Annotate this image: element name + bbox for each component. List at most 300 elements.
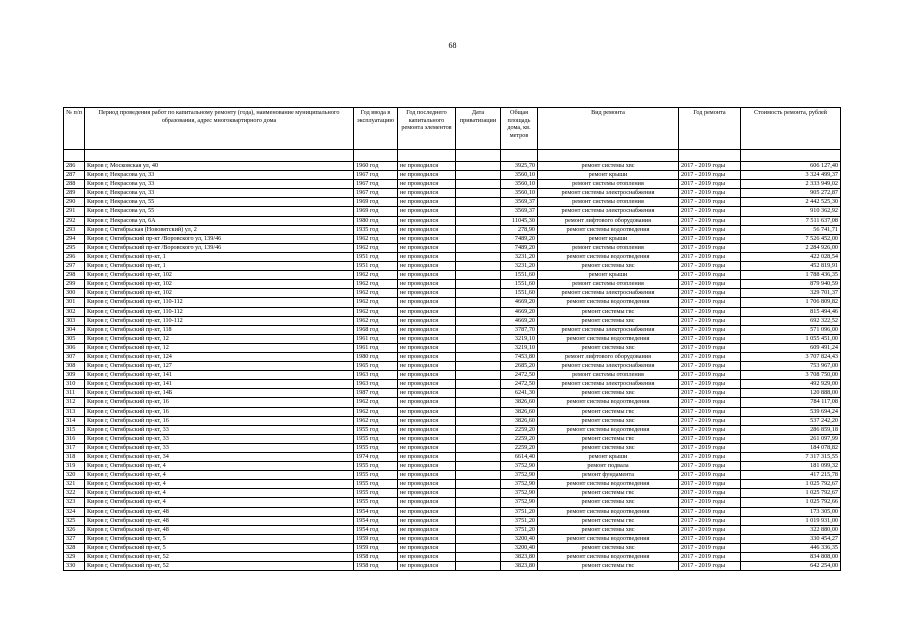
row-cost: 2 284 926,00	[741, 243, 841, 252]
row-repair-year: 2017 - 2019 годы	[679, 280, 741, 289]
row-last-repair: не проводился	[398, 243, 456, 252]
row-address: Киров г, Октябрьский пр-кт, 4	[85, 480, 354, 489]
row-cost: 571 096,00	[741, 325, 841, 334]
row-cost: 322 880,00	[741, 525, 841, 534]
row-work-type: ремонт системы хвс	[538, 543, 679, 552]
row-num: 328	[64, 543, 85, 552]
row-cost: 1 025 792,66	[741, 498, 841, 507]
row-area: 3200,40	[501, 543, 538, 552]
row-year-commission: 1967 год	[354, 171, 398, 180]
row-privatization	[456, 243, 501, 252]
row-address: Киров г, Некрасова ул, 33	[85, 171, 354, 180]
row-num: 304	[64, 325, 85, 334]
row-year-commission: 1968 год	[354, 325, 398, 334]
row-num: 329	[64, 553, 85, 562]
row-last-repair: не проводился	[398, 543, 456, 552]
row-num: 294	[64, 234, 85, 243]
table-row	[64, 507, 841, 516]
row-address: Киров г, Октябрьский пр-кт, 4	[85, 462, 354, 471]
row-repair-year: 2017 - 2019 годы	[679, 316, 741, 325]
row-area: 3560,10	[501, 189, 538, 198]
row-last-repair: не проводился	[398, 434, 456, 443]
row-cost: 1 055 451,00	[741, 334, 841, 343]
header-spacer-row	[64, 150, 841, 162]
table-row	[64, 498, 841, 507]
table-body	[64, 150, 841, 571]
header-area: Общая площадь дома, кв. метров	[501, 108, 538, 150]
row-area: 6241,30	[501, 389, 538, 398]
row-cost: 784 117,08	[741, 398, 841, 407]
row-repair-year: 2017 - 2019 годы	[679, 434, 741, 443]
row-num: 290	[64, 198, 85, 207]
row-privatization	[456, 534, 501, 543]
row-repair-year: 2017 - 2019 годы	[679, 198, 741, 207]
row-cost: 330 454,27	[741, 534, 841, 543]
row-cost: 642 254,00	[741, 562, 841, 571]
row-repair-year: 2017 - 2019 годы	[679, 243, 741, 252]
row-cost: 910 362,92	[741, 207, 841, 216]
row-repair-year: 2017 - 2019 годы	[679, 362, 741, 371]
row-year-commission: 1967 год	[354, 180, 398, 189]
table-row	[64, 225, 841, 234]
row-address: Киров г, Октябрьский пр-кт, 16	[85, 416, 354, 425]
repair-program-table	[63, 107, 841, 571]
row-area: 3560,10	[501, 180, 538, 189]
row-area: 3751,20	[501, 507, 538, 516]
table-row	[64, 434, 841, 443]
row-last-repair: не проводился	[398, 289, 456, 298]
row-last-repair: не проводился	[398, 380, 456, 389]
row-address: Киров г, Октябрьский пр-кт, 52	[85, 562, 354, 571]
row-area: 3751,20	[501, 525, 538, 534]
header-work-type: Вид ремонта	[538, 108, 679, 150]
row-address: Киров г, Октябрьский пр-кт /Воровского ул, 139/46	[85, 243, 354, 252]
row-privatization	[456, 207, 501, 216]
row-address: Киров г, Октябрьский пр-кт, 1	[85, 252, 354, 261]
row-last-repair: не проводился	[398, 316, 456, 325]
row-year-commission: 1962 год	[354, 271, 398, 280]
row-work-type: ремонт системы водоотведения	[538, 553, 679, 562]
row-last-repair: не проводился	[398, 507, 456, 516]
row-num: 295	[64, 243, 85, 252]
row-last-repair: не проводился	[398, 362, 456, 371]
row-num: 302	[64, 307, 85, 316]
row-privatization	[456, 198, 501, 207]
row-area: 3219,10	[501, 334, 538, 343]
header-year-commission: Год ввода в эксплуатацию	[354, 108, 398, 150]
row-area: 2259,20	[501, 425, 538, 434]
row-year-commission: 1987 год	[354, 389, 398, 398]
row-work-type: ремонт крыши	[538, 271, 679, 280]
row-address: Киров г, Октябрьский пр-кт, 34	[85, 453, 354, 462]
row-work-type: ремонт системы хвс	[538, 316, 679, 325]
row-year-commission: 1967 год	[354, 189, 398, 198]
row-num: 301	[64, 298, 85, 307]
row-cost: 184 078,82	[741, 443, 841, 452]
row-cost: 3 324 499,37	[741, 171, 841, 180]
row-work-type: ремонт крыши	[538, 171, 679, 180]
row-address: Киров г, Октябрьский пр-кт, 141	[85, 380, 354, 389]
row-cost: 1 788 436,35	[741, 271, 841, 280]
row-repair-year: 2017 - 2019 годы	[679, 553, 741, 562]
row-address: Киров г, Некрасова ул, 55	[85, 198, 354, 207]
row-cost: 879 940,59	[741, 280, 841, 289]
row-num: 315	[64, 425, 85, 434]
row-year-commission: 1962 год	[354, 289, 398, 298]
row-num: 299	[64, 280, 85, 289]
row-address: Киров г, Октябрьский пр-кт, 102	[85, 271, 354, 280]
row-num: 327	[64, 534, 85, 543]
row-privatization	[456, 307, 501, 316]
table-row	[64, 407, 841, 416]
row-area: 7489,20	[501, 234, 538, 243]
row-area: 3231,20	[501, 262, 538, 271]
row-privatization	[456, 271, 501, 280]
table-row	[64, 352, 841, 361]
row-area: 3219,10	[501, 343, 538, 352]
row-year-commission: 1962 год	[354, 398, 398, 407]
row-num: 307	[64, 352, 85, 361]
row-cost: 539 694,24	[741, 407, 841, 416]
table-row	[64, 462, 841, 471]
row-last-repair: не проводился	[398, 343, 456, 352]
table-row	[64, 180, 841, 189]
table-row	[64, 516, 841, 525]
row-repair-year: 2017 - 2019 годы	[679, 462, 741, 471]
row-num: 306	[64, 343, 85, 352]
row-year-commission: 1955 год	[354, 480, 398, 489]
row-work-type: ремонт крыши	[538, 453, 679, 462]
row-address: Киров г, Октябрьский пр-кт /Воровского ул, 139/46	[85, 234, 354, 243]
row-num: 308	[64, 362, 85, 371]
row-address: Киров г, Октябрьский пр-кт, 12	[85, 343, 354, 352]
row-privatization	[456, 407, 501, 416]
row-work-type: ремонт системы гвс	[538, 562, 679, 571]
row-privatization	[456, 425, 501, 434]
row-num: 300	[64, 289, 85, 298]
row-area: 3752,90	[501, 489, 538, 498]
row-last-repair: не проводился	[398, 516, 456, 525]
row-area: 3752,90	[501, 498, 538, 507]
row-cost: 905 272,87	[741, 189, 841, 198]
row-privatization	[456, 280, 501, 289]
row-privatization	[456, 162, 501, 171]
row-num: 330	[64, 562, 85, 571]
row-num: 288	[64, 180, 85, 189]
row-area: 11045,30	[501, 216, 538, 225]
row-year-commission: 1955 год	[354, 471, 398, 480]
row-num: 318	[64, 453, 85, 462]
row-repair-year: 2017 - 2019 годы	[679, 507, 741, 516]
table-row	[64, 280, 841, 289]
row-cost: 452 819,91	[741, 262, 841, 271]
row-work-type: ремонт системы хвс	[538, 416, 679, 425]
row-repair-year: 2017 - 2019 годы	[679, 443, 741, 452]
row-year-commission: 1958 год	[354, 553, 398, 562]
row-privatization	[456, 480, 501, 489]
row-work-type: ремонт системы гвс	[538, 407, 679, 416]
row-area: 2259,20	[501, 434, 538, 443]
row-area: 3569,37	[501, 207, 538, 216]
row-repair-year: 2017 - 2019 годы	[679, 216, 741, 225]
row-num: 321	[64, 480, 85, 489]
table-row	[64, 171, 841, 180]
row-cost: 7 511 637,08	[741, 216, 841, 225]
row-num: 319	[64, 462, 85, 471]
row-address: Киров г, Некрасова ул, 33	[85, 180, 354, 189]
row-year-commission: 1963 год	[354, 380, 398, 389]
row-area: 3569,37	[501, 198, 538, 207]
row-area: 2472,50	[501, 380, 538, 389]
row-cost: 2 442 525,30	[741, 198, 841, 207]
row-privatization	[456, 398, 501, 407]
row-address: Киров г, Некрасова ул, 33	[85, 189, 354, 198]
row-work-type: ремонт фундамента	[538, 471, 679, 480]
header-address: Период проведения работ по капитальному ремонту (года), наименование муниципального образования, адрес многоквартирного дома	[85, 108, 354, 150]
row-area: 3925,70	[501, 162, 538, 171]
row-address: Киров г, Октябрьский пр-кт, 110-112	[85, 298, 354, 307]
row-last-repair: не проводился	[398, 471, 456, 480]
table-row	[64, 307, 841, 316]
row-work-type: ремонт системы водоотведения	[538, 425, 679, 434]
row-work-type: ремонт системы электроснабжения	[538, 362, 679, 371]
row-year-commission: 1965 год	[354, 362, 398, 371]
row-address: Киров г, Октябрьский пр-кт, 16	[85, 398, 354, 407]
row-repair-year: 2017 - 2019 годы	[679, 162, 741, 171]
table-row	[64, 534, 841, 543]
row-num: 297	[64, 262, 85, 271]
row-cost: 692 322,52	[741, 316, 841, 325]
row-last-repair: не проводился	[398, 453, 456, 462]
row-last-repair: не проводился	[398, 443, 456, 452]
row-privatization	[456, 362, 501, 371]
row-last-repair: не проводился	[398, 325, 456, 334]
table-row	[64, 525, 841, 534]
row-year-commission: 1960 год	[354, 162, 398, 171]
row-address: Киров г, Октябрьский пр-кт, 48	[85, 525, 354, 534]
table-row	[64, 416, 841, 425]
row-last-repair: не проводился	[398, 298, 456, 307]
row-privatization	[456, 262, 501, 271]
row-work-type: ремонт системы отопления	[538, 198, 679, 207]
row-last-repair: не проводился	[398, 553, 456, 562]
row-cost: 7 526 452,00	[741, 234, 841, 243]
row-area: 3823,80	[501, 562, 538, 571]
row-num: 314	[64, 416, 85, 425]
table-row	[64, 162, 841, 171]
row-last-repair: не проводился	[398, 180, 456, 189]
row-year-commission: 1962 год	[354, 316, 398, 325]
header-num: № п/п	[64, 108, 85, 150]
row-area: 3826,60	[501, 416, 538, 425]
row-area: 3200,40	[501, 534, 538, 543]
row-year-commission: 1958 год	[354, 562, 398, 571]
table-header	[64, 108, 841, 150]
row-last-repair: не проводился	[398, 271, 456, 280]
row-year-commission: 1955 год	[354, 498, 398, 507]
row-area: 4669,20	[501, 316, 538, 325]
row-address: Киров г, Московская ул, 40	[85, 162, 354, 171]
row-privatization	[456, 380, 501, 389]
row-year-commission: 1980 год	[354, 216, 398, 225]
row-area: 4669,20	[501, 307, 538, 316]
row-year-commission: 1962 год	[354, 234, 398, 243]
row-last-repair: не проводился	[398, 534, 456, 543]
row-address: Киров г, Октябрьский пр-кт, 33	[85, 443, 354, 452]
row-cost: 1 025 792,67	[741, 480, 841, 489]
row-cost: 7 317 315,55	[741, 453, 841, 462]
row-privatization	[456, 171, 501, 180]
table-row	[64, 380, 841, 389]
row-area: 7489,20	[501, 243, 538, 252]
row-area: 3752,90	[501, 480, 538, 489]
row-privatization	[456, 234, 501, 243]
row-area: 3826,60	[501, 407, 538, 416]
row-year-commission: 1955 год	[354, 462, 398, 471]
row-address: Киров г, Октябрьский пр-кт, 14Б	[85, 389, 354, 398]
table-row	[64, 216, 841, 225]
row-work-type: ремонт системы электроснабжения	[538, 380, 679, 389]
row-address: Киров г, Октябрьский пр-кт, 102	[85, 280, 354, 289]
header-cost: Стоимость ремонта, рублей	[741, 108, 841, 150]
row-work-type: ремонт системы гвс	[538, 489, 679, 498]
row-year-commission: 1935 год	[354, 225, 398, 234]
row-cost: 3 707 824,43	[741, 352, 841, 361]
row-repair-year: 2017 - 2019 годы	[679, 298, 741, 307]
row-work-type: ремонт системы отопления	[538, 371, 679, 380]
row-num: 324	[64, 507, 85, 516]
row-repair-year: 2017 - 2019 годы	[679, 343, 741, 352]
row-last-repair: не проводился	[398, 407, 456, 416]
row-cost: 537 242,20	[741, 416, 841, 425]
row-cost: 815 494,46	[741, 307, 841, 316]
row-cost: 753 967,00	[741, 362, 841, 371]
row-area: 278,90	[501, 225, 538, 234]
row-year-commission: 1955 год	[354, 489, 398, 498]
row-repair-year: 2017 - 2019 годы	[679, 471, 741, 480]
row-cost: 261 097,99	[741, 434, 841, 443]
row-area: 3752,90	[501, 471, 538, 480]
row-cost: 181 099,32	[741, 462, 841, 471]
row-year-commission: 1961 год	[354, 334, 398, 343]
row-last-repair: не проводился	[398, 398, 456, 407]
table-row	[64, 252, 841, 261]
row-area: 3826,60	[501, 398, 538, 407]
row-repair-year: 2017 - 2019 годы	[679, 180, 741, 189]
row-area: 6614,40	[501, 453, 538, 462]
row-repair-year: 2017 - 2019 годы	[679, 380, 741, 389]
table-row	[64, 234, 841, 243]
row-cost: 1 019 931,00	[741, 516, 841, 525]
table-row	[64, 325, 841, 334]
row-num: 291	[64, 207, 85, 216]
row-work-type: ремонт системы отопления	[538, 280, 679, 289]
row-work-type: ремонт системы гвс	[538, 307, 679, 316]
row-address: Киров г, Октябрьский пр-кт, 4	[85, 498, 354, 507]
row-work-type: ремонт системы хвс	[538, 498, 679, 507]
row-repair-year: 2017 - 2019 годы	[679, 407, 741, 416]
row-address: Киров г, Октябрьский пр-кт, 33	[85, 434, 354, 443]
page-number: 68	[448, 41, 457, 50]
row-address: Киров г, Октябрьский пр-кт, 16	[85, 407, 354, 416]
row-num: 287	[64, 171, 85, 180]
row-repair-year: 2017 - 2019 годы	[679, 252, 741, 261]
table-row	[64, 443, 841, 452]
row-address: Киров г, Октябрьский пр-кт, 1	[85, 262, 354, 271]
row-year-commission: 1951 год	[354, 262, 398, 271]
row-work-type: ремонт системы водоотведения	[538, 298, 679, 307]
row-num: 323	[64, 498, 85, 507]
row-repair-year: 2017 - 2019 годы	[679, 389, 741, 398]
row-privatization	[456, 543, 501, 552]
row-cost: 609 491,24	[741, 343, 841, 352]
row-cost: 3 708 750,00	[741, 371, 841, 380]
row-last-repair: не проводился	[398, 207, 456, 216]
row-cost: 417 215,78	[741, 471, 841, 480]
table-row	[64, 334, 841, 343]
row-last-repair: не проводился	[398, 252, 456, 261]
row-cost: 492 929,00	[741, 380, 841, 389]
row-area: 4669,20	[501, 298, 538, 307]
row-repair-year: 2017 - 2019 годы	[679, 525, 741, 534]
row-num: 313	[64, 407, 85, 416]
table-row	[64, 207, 841, 216]
table-row	[64, 198, 841, 207]
row-repair-year: 2017 - 2019 годы	[679, 262, 741, 271]
row-privatization	[456, 389, 501, 398]
row-privatization	[456, 516, 501, 525]
row-num: 320	[64, 471, 85, 480]
row-num: 311	[64, 389, 85, 398]
row-privatization	[456, 225, 501, 234]
row-address: Киров г, Октябрьский пр-кт, 110-112	[85, 307, 354, 316]
row-area: 2472,50	[501, 371, 538, 380]
row-num: 316	[64, 434, 85, 443]
row-cost: 173 305,00	[741, 507, 841, 516]
row-last-repair: не проводился	[398, 498, 456, 507]
table-row	[64, 362, 841, 371]
row-privatization	[456, 371, 501, 380]
row-year-commission: 1962 год	[354, 243, 398, 252]
row-address: Киров г, Октябрьский пр-кт, 118	[85, 325, 354, 334]
row-cost: 1 706 809,82	[741, 298, 841, 307]
row-num: 322	[64, 489, 85, 498]
table-row	[64, 371, 841, 380]
table-row	[64, 453, 841, 462]
row-repair-year: 2017 - 2019 годы	[679, 171, 741, 180]
row-work-type: ремонт системы водоотведения	[538, 480, 679, 489]
row-year-commission: 1961 год	[354, 343, 398, 352]
row-work-type: ремонт системы водоотведения	[538, 398, 679, 407]
row-privatization	[456, 416, 501, 425]
table-row	[64, 543, 841, 552]
row-last-repair: не проводился	[398, 225, 456, 234]
row-work-type: ремонт системы электроснабжения	[538, 207, 679, 216]
row-privatization	[456, 562, 501, 571]
row-address: Киров г, Октябрьский пр-кт, 127	[85, 362, 354, 371]
row-privatization	[456, 498, 501, 507]
row-area: 3752,90	[501, 462, 538, 471]
row-privatization	[456, 352, 501, 361]
table-row	[64, 316, 841, 325]
row-year-commission: 1959 год	[354, 534, 398, 543]
row-year-commission: 1955 год	[354, 434, 398, 443]
row-repair-year: 2017 - 2019 годы	[679, 289, 741, 298]
table-row	[64, 398, 841, 407]
row-privatization	[456, 189, 501, 198]
row-year-commission: 1962 год	[354, 280, 398, 289]
row-repair-year: 2017 - 2019 годы	[679, 398, 741, 407]
